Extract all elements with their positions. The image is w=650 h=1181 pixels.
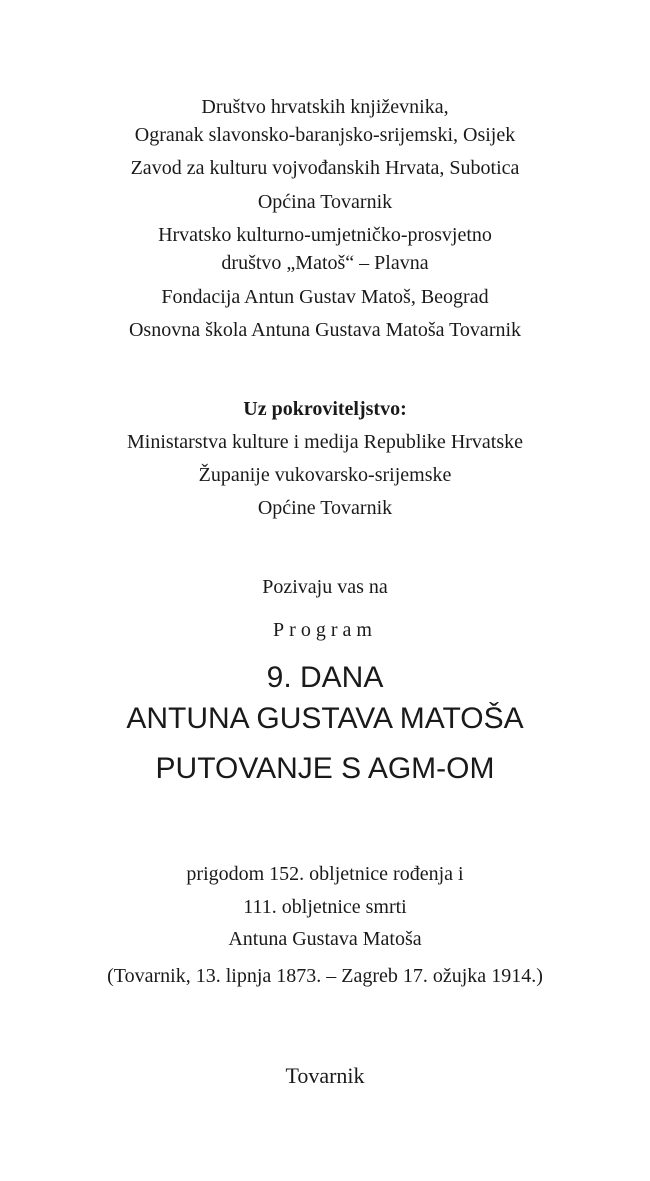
organizer-line: Fondacija Antun Gustav Matoš, Beograd — [161, 286, 489, 308]
occasion-line: prigodom 152. obljetnice rođenja i — [186, 863, 464, 885]
occasion-line: Antuna Gustava Matoša — [228, 928, 422, 950]
organizer-line: Zavod za kulturu vojvođanskih Hrvata, Subotica — [130, 157, 520, 179]
organizer-line: Društvo hrvatskih književnika, — [201, 96, 449, 118]
title-line: 9. DANA — [266, 661, 384, 694]
organizer-line: Hrvatsko kulturno-umjetničko-prosvjetno — [158, 224, 492, 246]
place-name: Tovarnik — [285, 1063, 365, 1088]
patron-line: Općine Tovarnik — [257, 497, 393, 519]
title-line: ANTUNA GUSTAVA MATOŠA — [126, 702, 524, 735]
title-line: PUTOVANJE S AGM-OM — [155, 752, 495, 785]
organizer-line: Općina Tovarnik — [257, 191, 393, 213]
occasion-line: 111. obljetnice smrti — [243, 896, 407, 918]
patronage-heading: Uz pokroviteljstvo: — [243, 398, 407, 420]
organizer-line: društvo „Matoš“ – Plavna — [221, 252, 429, 274]
program-label: Program — [273, 619, 377, 641]
occasion-line: (Tovarnik, 13. lipnja 1873. – Zagreb 17. ožujka 1914.) — [107, 965, 543, 987]
organizer-line: Osnovna škola Antuna Gustava Matoša Tovarnik — [128, 319, 522, 341]
patron-line: Ministarstva kulture i medija Republike Hrvatske — [126, 431, 524, 453]
invite-text: Pozivaju vas na — [262, 576, 388, 598]
organizer-line: Ogranak slavonsko-baranjsko-srijemski, Osijek — [134, 124, 516, 146]
patron-line: Županije vukovarsko-srijemske — [198, 464, 452, 486]
